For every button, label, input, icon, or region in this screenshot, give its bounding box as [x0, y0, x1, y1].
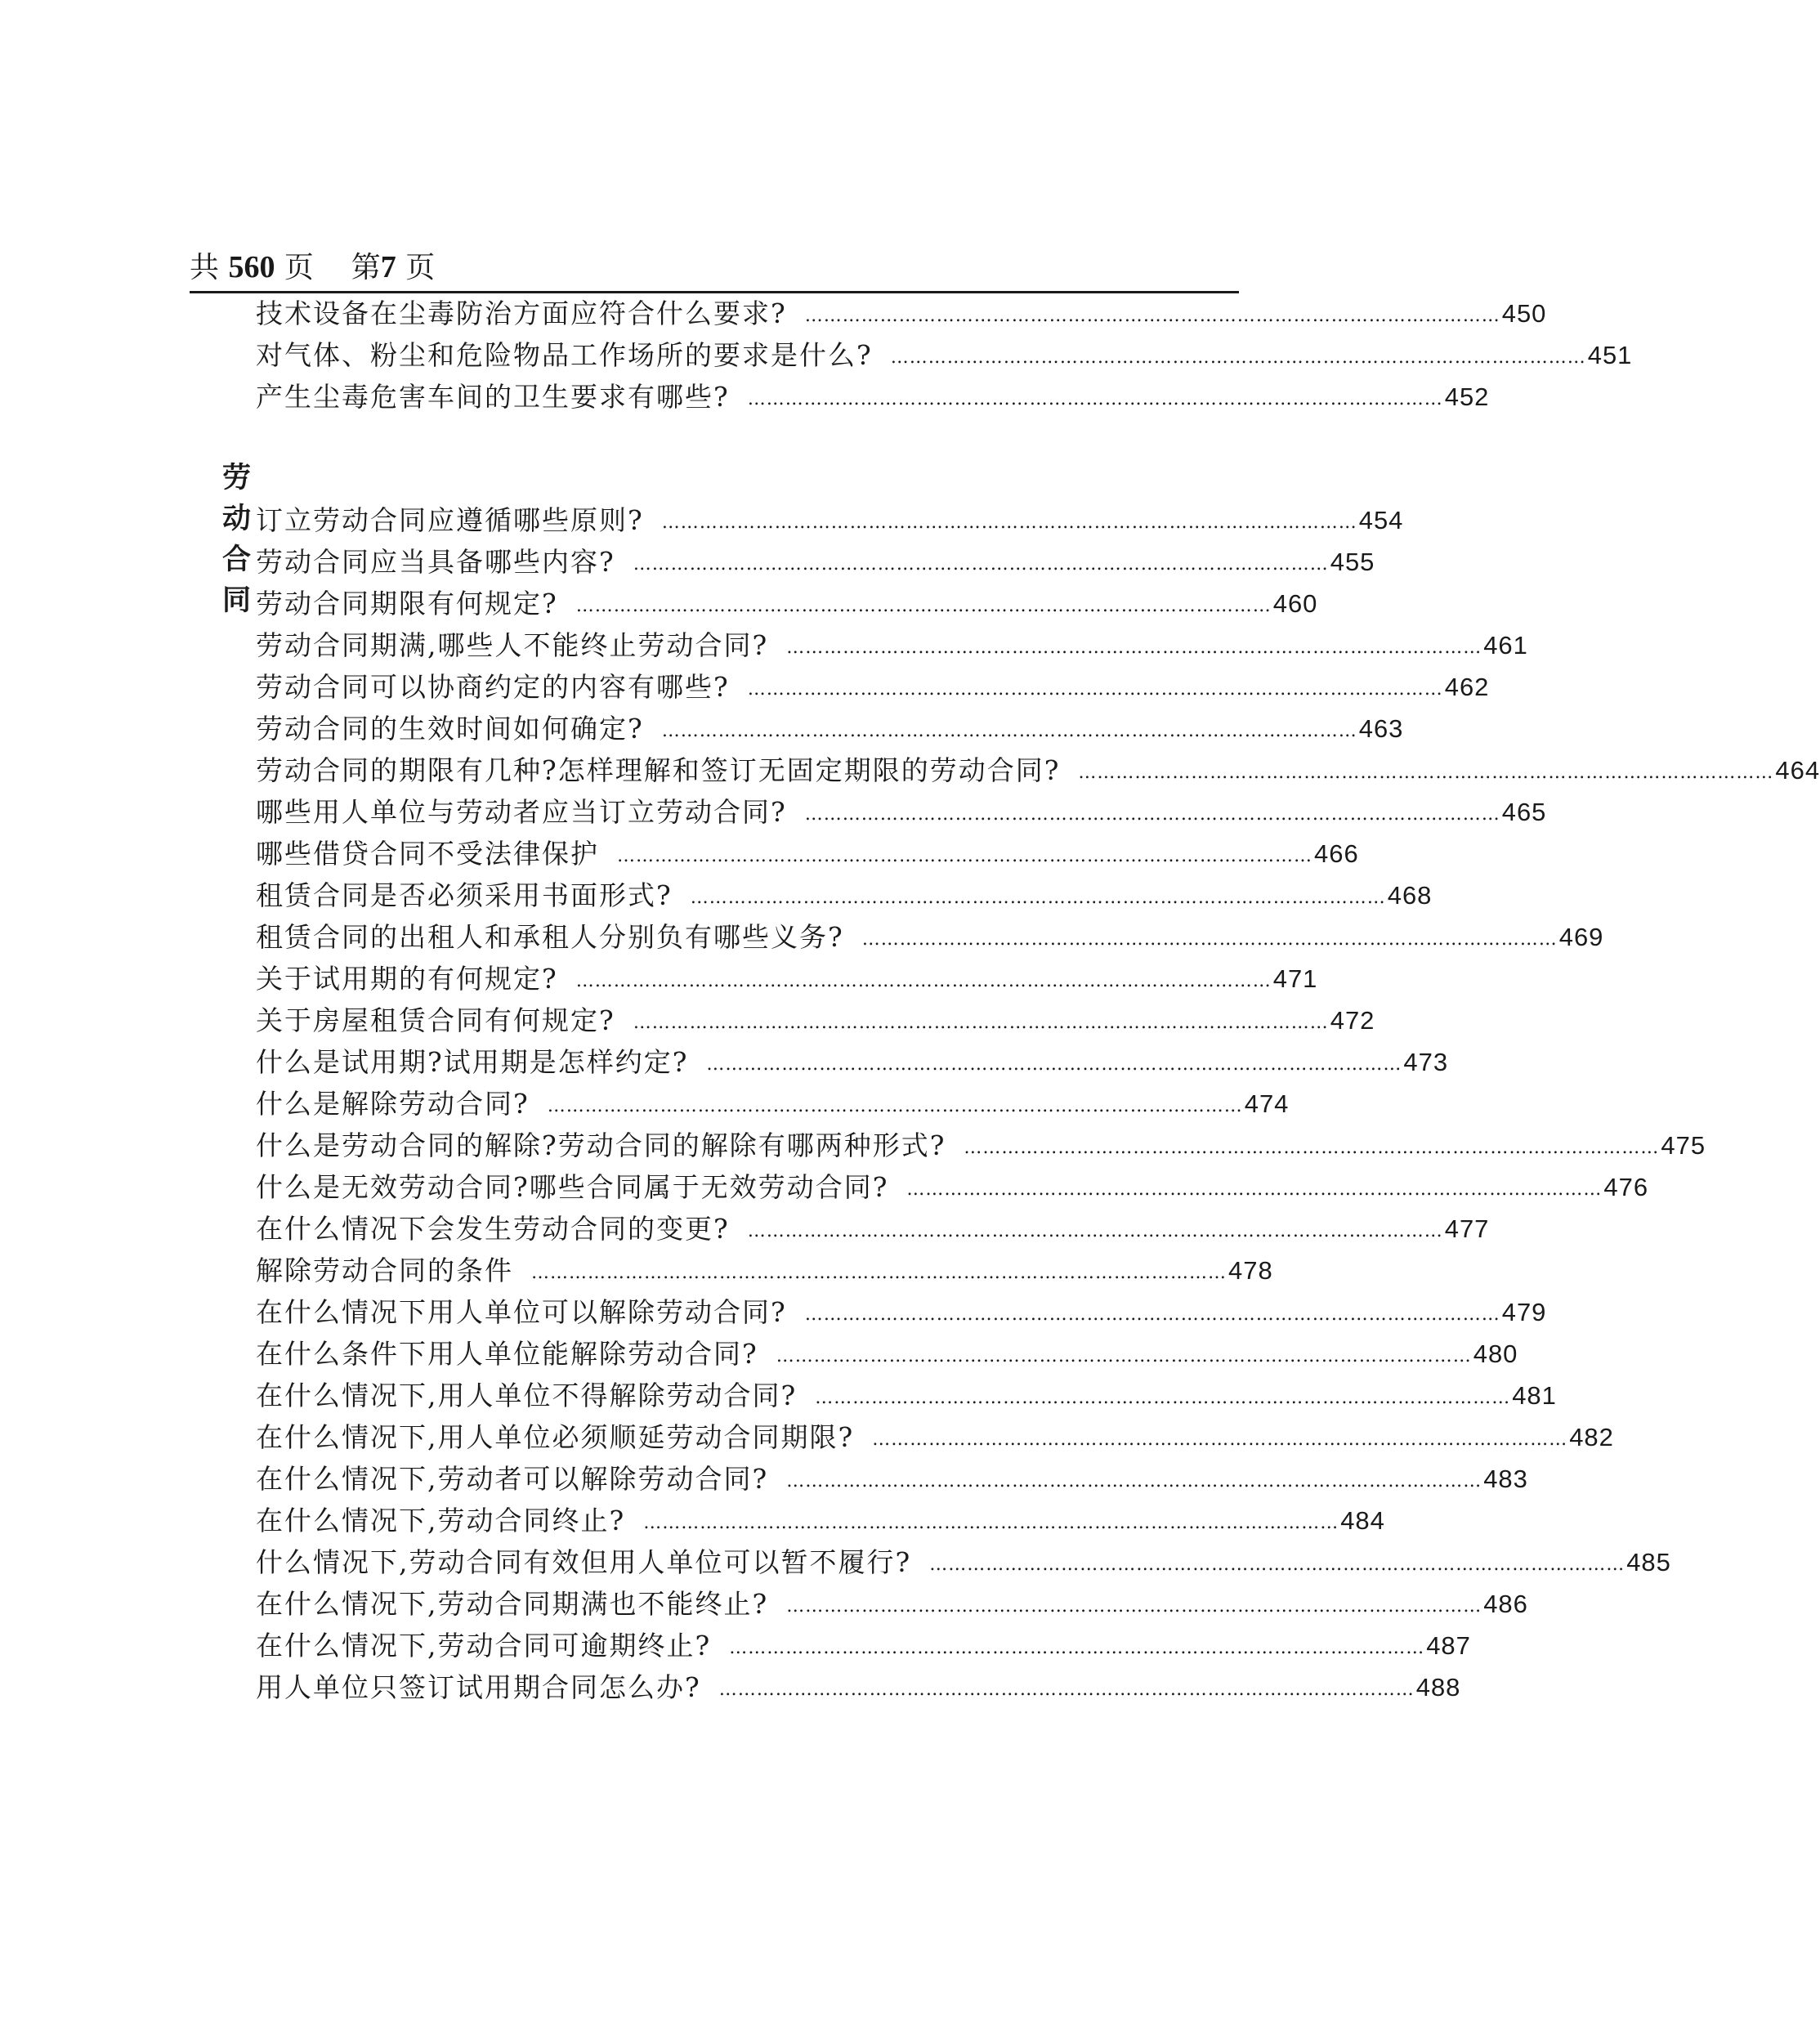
toc-entry[interactable]	[256, 1627, 1471, 1665]
toc-entry-title: 什么是劳动合同的解除?劳动合同的解除有哪两种形式?	[256, 1129, 946, 1161]
section-heading: 劳动合同	[222, 461, 253, 617]
toc-entry-title: 在什么情况下,劳动者可以解除劳动合同?	[256, 1463, 769, 1495]
toc-leader: …………………………………………………………………………………………………	[786, 637, 1482, 658]
toc-entry-title: 什么是解除劳动合同?	[256, 1088, 530, 1120]
toc-entry-title: 什么是试用期?试用期是怎样约定?	[256, 1046, 689, 1078]
toc-leader: …………………………………………………………………………………………………	[617, 846, 1312, 866]
toc-entry-title: 租赁合同的出租人和承租人分别负有哪些义务?	[256, 921, 844, 953]
toc-entry-title: 哪些用人单位与劳动者应当订立劳动合同?	[256, 796, 787, 828]
toc-entry-page: 486	[1483, 1590, 1528, 1618]
toc-entry[interactable]	[256, 543, 1375, 581]
toc-leader: …………………………………………………………………………………………………	[531, 1263, 1227, 1283]
toc-entry-page: 471	[1272, 964, 1318, 993]
toc-entry[interactable]	[256, 1669, 1461, 1706]
toc-entry-page: 488	[1415, 1673, 1461, 1702]
toc-entry-page: 473	[1403, 1048, 1449, 1076]
toc-leader: …………………………………………………………………………………………………	[661, 721, 1357, 741]
toc-entry-page: 482	[1569, 1423, 1614, 1451]
toc-entry-page: 465	[1501, 798, 1547, 826]
toc-leader: …………………………………………………………………………………………………	[776, 1346, 1472, 1366]
toc-entry-page: 480	[1473, 1339, 1518, 1368]
toc-entry[interactable]	[256, 1127, 1706, 1165]
toc-entry-page: 455	[1330, 548, 1375, 576]
toc-leader: …………………………………………………………………………………………………	[815, 1388, 1511, 1408]
toc-entry[interactable]	[256, 960, 1318, 998]
toc-entry-page: 460	[1272, 589, 1318, 618]
total-pages: 560	[228, 250, 275, 284]
toc-leader: …………………………………………………………………………………………………	[929, 1554, 1625, 1575]
toc-entry[interactable]	[256, 1377, 1557, 1415]
toc-entry-title: 订立劳动合同应遵循哪些原则?	[256, 504, 644, 536]
toc-leader: …………………………………………………………………………………………………	[804, 1304, 1500, 1325]
header-page-word-2: 页	[405, 251, 436, 284]
toc-leader: …………………………………………………………………………………………………	[747, 389, 1443, 409]
toc-leader: …………………………………………………………………………………………………	[890, 347, 1586, 368]
toc-entry-title: 在什么情况下用人单位可以解除劳动合同?	[256, 1296, 787, 1328]
toc-leader: …………………………………………………………………………………………………	[1078, 763, 1774, 783]
toc-entry-title: 解除劳动合同的条件	[256, 1255, 513, 1286]
toc-entry[interactable]	[256, 1544, 1671, 1581]
toc-entry-page: 487	[1426, 1631, 1471, 1660]
toc-entry[interactable]	[256, 710, 1404, 748]
toc-entry[interactable]	[256, 502, 1404, 539]
toc-entry[interactable]	[256, 295, 1547, 333]
toc-entry[interactable]	[256, 877, 1433, 915]
toc-leader: …………………………………………………………………………………………………	[633, 554, 1329, 575]
toc-entry-title: 在什么情况下,劳动合同可逾期终止?	[256, 1630, 712, 1661]
toc-entry-title: 什么情况下,劳动合同有效但用人单位可以暂不履行?	[256, 1546, 912, 1578]
header-prefix: 共	[190, 251, 220, 284]
toc-leader: …………………………………………………………………………………………………	[747, 679, 1443, 700]
toc-entry-page: 479	[1501, 1298, 1547, 1326]
toc-leader: …………………………………………………………………………………………………	[747, 1221, 1443, 1241]
toc-entry-title: 劳动合同期限有何规定?	[256, 588, 558, 619]
toc-entry-page: 461	[1483, 631, 1528, 660]
toc-entry-title: 在什么情况下,用人单位不得解除劳动合同?	[256, 1380, 798, 1411]
toc-leader: …………………………………………………………………………………………………	[575, 596, 1272, 616]
toc-entry-title: 产生尘毒危害车间的卫生要求有哪些?	[256, 381, 730, 413]
toc-entry-title: 关于房屋租赁合同有何规定?	[256, 1004, 615, 1036]
toc-entry-page: 466	[1314, 839, 1359, 868]
header-rule	[190, 291, 1239, 293]
toc-entry-title: 在什么情况下,用人单位必须顺延劳动合同期限?	[256, 1421, 855, 1453]
toc-entry[interactable]	[256, 1585, 1528, 1623]
toc-entry[interactable]	[256, 752, 1820, 789]
toc-entry-page: 469	[1558, 923, 1604, 951]
toc-leader: …………………………………………………………………………………………………	[690, 888, 1386, 908]
toc-leader: …………………………………………………………………………………………………	[804, 306, 1500, 326]
toc-entry-page: 483	[1483, 1465, 1528, 1493]
toc-entry[interactable]	[256, 1460, 1528, 1498]
toc-entry-page: 474	[1244, 1089, 1290, 1118]
toc-entry-title: 租赁合同是否必须采用书面形式?	[256, 879, 673, 911]
toc-entry-page: 451	[1587, 341, 1633, 369]
toc-entry[interactable]	[256, 1085, 1290, 1123]
toc-entry[interactable]	[256, 1044, 1449, 1081]
toc-entry-title: 在什么情况下,劳动合同期满也不能终止?	[256, 1588, 769, 1620]
toc-leader: …………………………………………………………………………………………………	[633, 1013, 1329, 1033]
toc-leader: …………………………………………………………………………………………………	[906, 1179, 1603, 1200]
toc-leader: …………………………………………………………………………………………………	[706, 1054, 1402, 1075]
toc-entry[interactable]	[256, 378, 1490, 416]
toc-entry-page: 452	[1444, 382, 1490, 411]
toc-entry-title: 哪些借贷合同不受法律保护	[256, 838, 599, 870]
toc-entry[interactable]	[256, 1502, 1385, 1540]
toc-entry-page: 475	[1661, 1131, 1706, 1160]
toc-entry-page: 472	[1330, 1006, 1375, 1035]
toc-entry[interactable]	[256, 1252, 1273, 1290]
toc-leader: …………………………………………………………………………………………………	[786, 1471, 1482, 1492]
toc-entry[interactable]	[256, 794, 1547, 831]
toc-entry[interactable]	[256, 1169, 1649, 1206]
toc-entry-page: 478	[1228, 1256, 1273, 1285]
toc-leader: …………………………………………………………………………………………………	[718, 1679, 1415, 1700]
toc-entry-page: 454	[1358, 506, 1404, 534]
toc-entry-page: 462	[1444, 673, 1490, 701]
header-page-word: 页	[284, 251, 314, 284]
toc-entry-title: 关于试用期的有何规定?	[256, 963, 558, 995]
toc-entry-page: 485	[1626, 1548, 1671, 1577]
toc-entry-title: 劳动合同的生效时间如何确定?	[256, 713, 644, 745]
toc-entry[interactable]	[256, 1419, 1614, 1456]
toc-leader: …………………………………………………………………………………………………	[661, 512, 1357, 533]
toc-entry-title: 用人单位只签订试用期合同怎么办?	[256, 1671, 701, 1703]
toc-entry[interactable]	[256, 1210, 1490, 1248]
toc-entry-page: 463	[1358, 714, 1404, 743]
toc-entry-title: 劳动合同应当具备哪些内容?	[256, 546, 615, 578]
header-current-prefix: 第	[351, 251, 381, 284]
toc-entry[interactable]	[256, 627, 1528, 664]
toc-entry-title: 在什么条件下用人单位能解除劳动合同?	[256, 1338, 758, 1370]
toc-leader: …………………………………………………………………………………………………	[547, 1096, 1243, 1116]
toc-entry-page: 468	[1387, 881, 1433, 910]
toc-entry-page: 476	[1603, 1173, 1649, 1201]
toc-entry-title: 劳动合同期满,哪些人不能终止劳动合同?	[256, 629, 769, 661]
toc-leader: …………………………………………………………………………………………………	[861, 929, 1558, 950]
page-header	[190, 247, 435, 288]
current-page: 7	[380, 250, 396, 284]
toc-entry[interactable]	[256, 585, 1318, 623]
toc-leader: …………………………………………………………………………………………………	[575, 971, 1272, 991]
toc-entry-page: 450	[1501, 299, 1547, 328]
toc-entry-title: 对气体、粉尘和危险物品工作场所的要求是什么?	[256, 339, 873, 371]
toc-entry-title: 劳动合同可以协商约定的内容有哪些?	[256, 671, 730, 703]
toc-leader: …………………………………………………………………………………………………	[804, 804, 1500, 825]
toc-leader: …………………………………………………………………………………………………	[643, 1513, 1339, 1533]
toc-entry[interactable]	[256, 669, 1490, 706]
toc-entry-title: 在什么情况下会发生劳动合同的变更?	[256, 1213, 730, 1245]
toc-entry[interactable]	[256, 835, 1359, 873]
toc-entry[interactable]	[256, 919, 1604, 956]
toc-entry-page: 481	[1512, 1381, 1557, 1410]
toc-entry-page: 477	[1444, 1214, 1490, 1243]
toc-entry-title: 劳动合同的期限有几种?怎样理解和签订无固定期限的劳动合同?	[256, 754, 1061, 786]
toc-entry-page: 484	[1340, 1506, 1385, 1535]
toc-leader: …………………………………………………………………………………………………	[729, 1638, 1425, 1658]
toc-entry[interactable]	[256, 1335, 1518, 1373]
toc-entry-title: 技术设备在尘毒防治方面应符合什么要求?	[256, 297, 787, 329]
toc-entry-title: 什么是无效劳动合同?哪些合同属于无效劳动合同?	[256, 1171, 889, 1203]
toc-entry-page: 464	[1775, 756, 1820, 785]
toc-entry[interactable]	[256, 1002, 1375, 1040]
toc-leader: …………………………………………………………………………………………………	[964, 1138, 1660, 1158]
toc-entry[interactable]	[256, 337, 1633, 374]
toc-entry-title: 在什么情况下,劳动合同终止?	[256, 1505, 626, 1536]
toc-leader: …………………………………………………………………………………………………	[872, 1429, 1568, 1450]
toc-entry[interactable]	[256, 1294, 1547, 1331]
toc-leader: …………………………………………………………………………………………………	[786, 1596, 1482, 1617]
